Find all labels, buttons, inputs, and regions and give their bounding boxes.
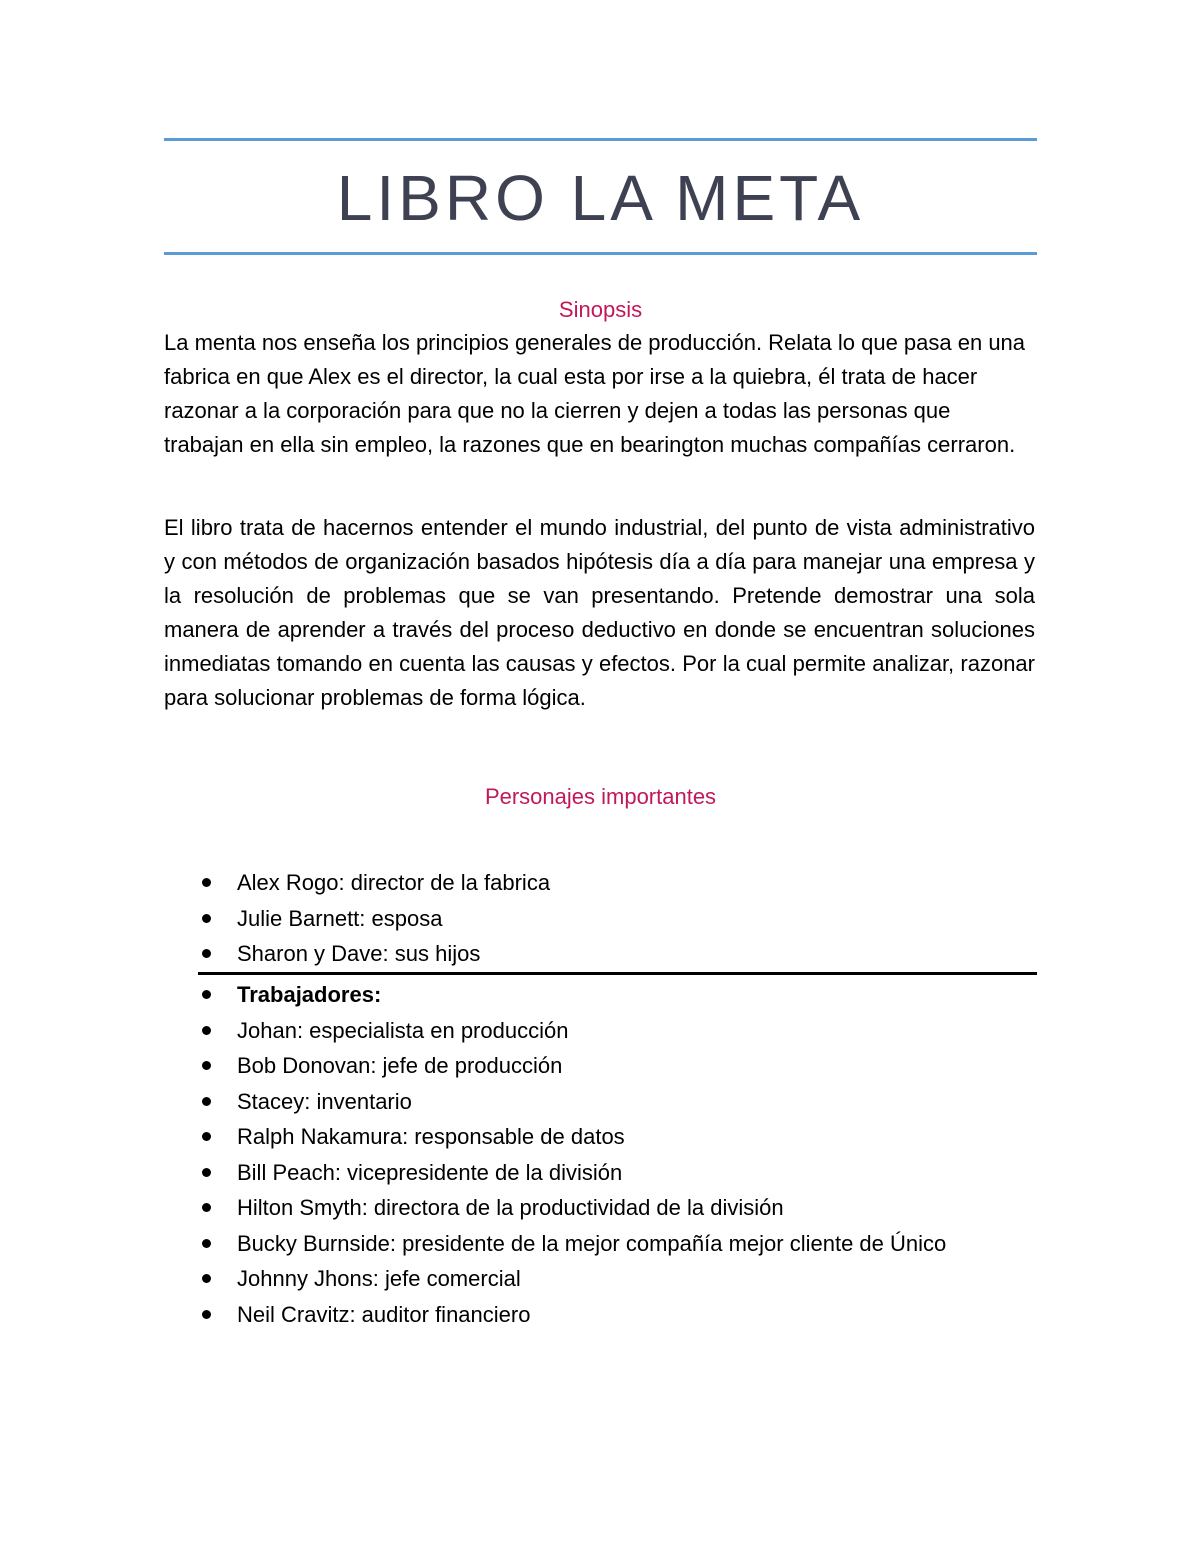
list-item-text: Sharon y Dave: sus hijos [237,941,481,966]
bullet-icon [202,949,211,958]
list-item-text: Alex Rogo: director de la fabrica [237,870,551,895]
bullet-icon [202,1239,211,1248]
list-item [200,936,1040,972]
bullet-icon [202,1310,211,1319]
list-item-text: Bucky Burnside: presidente de la mejor compañía mejor cliente de Único [237,1230,947,1256]
list-item-text: Bob Donovan: jefe de producción [237,1053,563,1078]
list-item [200,865,1040,901]
list-item-text: Johnny Jhons: jefe comercial [237,1266,521,1291]
workers-label: Trabajadores: [237,982,382,1007]
bullet-icon [202,1203,211,1212]
list-item [200,901,1040,937]
list-item [200,1190,1040,1226]
bullet-icon [202,1274,211,1283]
title-bottom-rule [164,252,1037,255]
list-item [200,1155,1040,1191]
list-item [200,1297,1040,1333]
list-item-text: Julie Barnett: esposa [237,905,443,931]
bullet-icon [202,1097,211,1106]
sinopsis-paragraph-1: La menta nos enseña los principios generales de producción. Relata lo que pasa en una fabrica en que Alex es el director, la cual esta por irse a la quiebra, él trata de hacer razonar a la corporación para que no la cierren y dejen a todas las personas que trabajan en ella sin empleo, la razones que en bearington muchas compañías cerraron. [164,330,1026,457]
sinopsis-heading: Sinopsis [558,297,643,322]
list-item-text: Neil Cravitz: auditor financiero [237,1301,531,1327]
list-item [200,1084,1040,1120]
list-item-text: Hilton Smyth: directora de la productividad de la división [237,1195,784,1220]
list-item [200,1119,1040,1155]
list-item [200,1013,1040,1049]
bullet-icon [202,990,211,999]
list-divider [198,972,1037,975]
personajes-heading: Personajes importantes [484,784,717,809]
sinopsis-paragraph-2: El libro trata de hacernos entender el mundo industrial, del punto de vista administrativo y con métodos de organización basados hipótesis día a día para manejar una empresa y la resolución de problemas que se van presentando. Pretende demostrar una sola manera de aprender a través del proceso deductivo en donde se encuentran soluciones inmediatas tomando en cuenta las causas y efectos. Por la cual permite analizar, razonar para solucionar problemas de forma lógica. [164,515,1035,710]
bullet-icon [202,1061,211,1070]
family-list [200,865,1040,972]
bullet-icon [202,1168,211,1177]
document-title: LIBRO LA META [336,162,865,234]
list-item-text: Stacey: inventario [237,1088,412,1114]
list-item [200,1261,1040,1297]
bullet-icon [202,1132,211,1141]
list-item-text: Johan: especialista en producción [237,1017,569,1043]
bullet-icon [202,914,211,923]
list-item [200,1226,1040,1262]
bullet-icon [202,1026,211,1035]
list-item-text: Ralph Nakamura: responsable de datos [237,1124,625,1149]
list-item [200,1048,1040,1084]
list-item [200,977,1040,1013]
workers-list [200,977,1040,1332]
bullet-icon [202,878,211,887]
list-item-text: Bill Peach: vicepresidente de la división [237,1159,623,1185]
title-top-rule [164,138,1037,141]
